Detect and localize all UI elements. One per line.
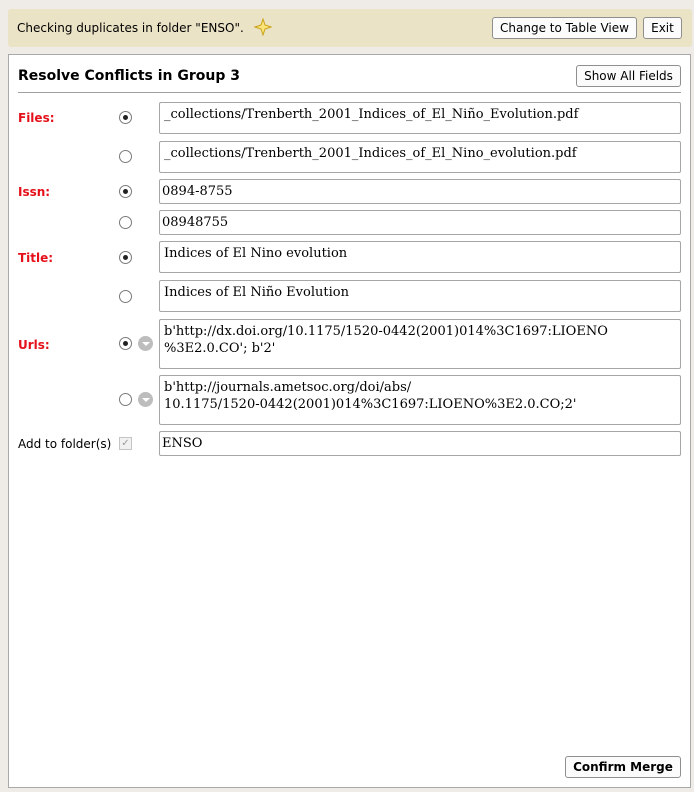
- files-option-1-radio[interactable]: [119, 111, 132, 124]
- add-to-folder-checkbox[interactable]: ✓: [119, 437, 132, 450]
- exit-button[interactable]: Exit: [643, 17, 682, 39]
- add-to-folder-label: Add to folder(s): [18, 437, 112, 451]
- title-label: Title:: [18, 251, 54, 265]
- urls-option-2-value[interactable]: b'http://journals.ametsoc.org/doi/abs/ 10.1175/1520-0442(2001)014%3C1697:LIOENO%3E2.0.CO;2': [159, 375, 681, 425]
- urls-option-2-radio[interactable]: [119, 393, 132, 406]
- files-option-1-value[interactable]: _collections/Trenberth_2001_Indices_of_El_Niño_Evolution.pdf: [159, 102, 681, 134]
- urls-option-1-value[interactable]: b'http://dx.doi.org/10.1175/1520-0442(2001)014%3C1697:LIOENO %3E2.0.CO'; b'2': [159, 319, 681, 369]
- divider: [18, 92, 681, 93]
- issn-label: Issn:: [18, 185, 51, 199]
- group-title: Resolve Conflicts in Group 3: [18, 68, 241, 84]
- urls-option-1-radio[interactable]: [119, 337, 132, 350]
- status-message: Checking duplicates in folder "ENSO".: [17, 21, 244, 35]
- folder-name-input[interactable]: ENSO: [159, 431, 681, 456]
- chevron-down-icon[interactable]: [138, 392, 153, 407]
- title-option-2-radio[interactable]: [119, 290, 132, 303]
- files-option-2-radio[interactable]: [119, 150, 132, 163]
- title-option-1-radio[interactable]: [119, 251, 132, 264]
- issn-option-2-radio[interactable]: [119, 216, 132, 229]
- files-option-2-value[interactable]: _collections/Trenberth_2001_Indices_of_El_Nino_evolution.pdf: [159, 141, 681, 173]
- confirm-merge-button[interactable]: Confirm Merge: [565, 756, 681, 778]
- sparkle-icon[interactable]: [254, 18, 272, 36]
- status-bar: [8, 9, 692, 47]
- change-to-table-view-button[interactable]: Change to Table View: [492, 17, 637, 39]
- conflict-panel: [8, 54, 691, 788]
- title-option-2-value[interactable]: Indices of El Niño Evolution: [159, 280, 681, 312]
- issn-option-2-value[interactable]: 08948755: [159, 210, 681, 235]
- urls-label: Urls:: [18, 338, 50, 352]
- title-option-1-value[interactable]: Indices of El Nino evolution: [159, 241, 681, 273]
- issn-option-1-value[interactable]: 0894-8755: [159, 179, 681, 204]
- show-all-fields-button[interactable]: Show All Fields: [576, 65, 681, 87]
- chevron-down-icon[interactable]: [138, 336, 153, 351]
- issn-option-1-radio[interactable]: [119, 185, 132, 198]
- files-label: Files:: [18, 111, 55, 125]
